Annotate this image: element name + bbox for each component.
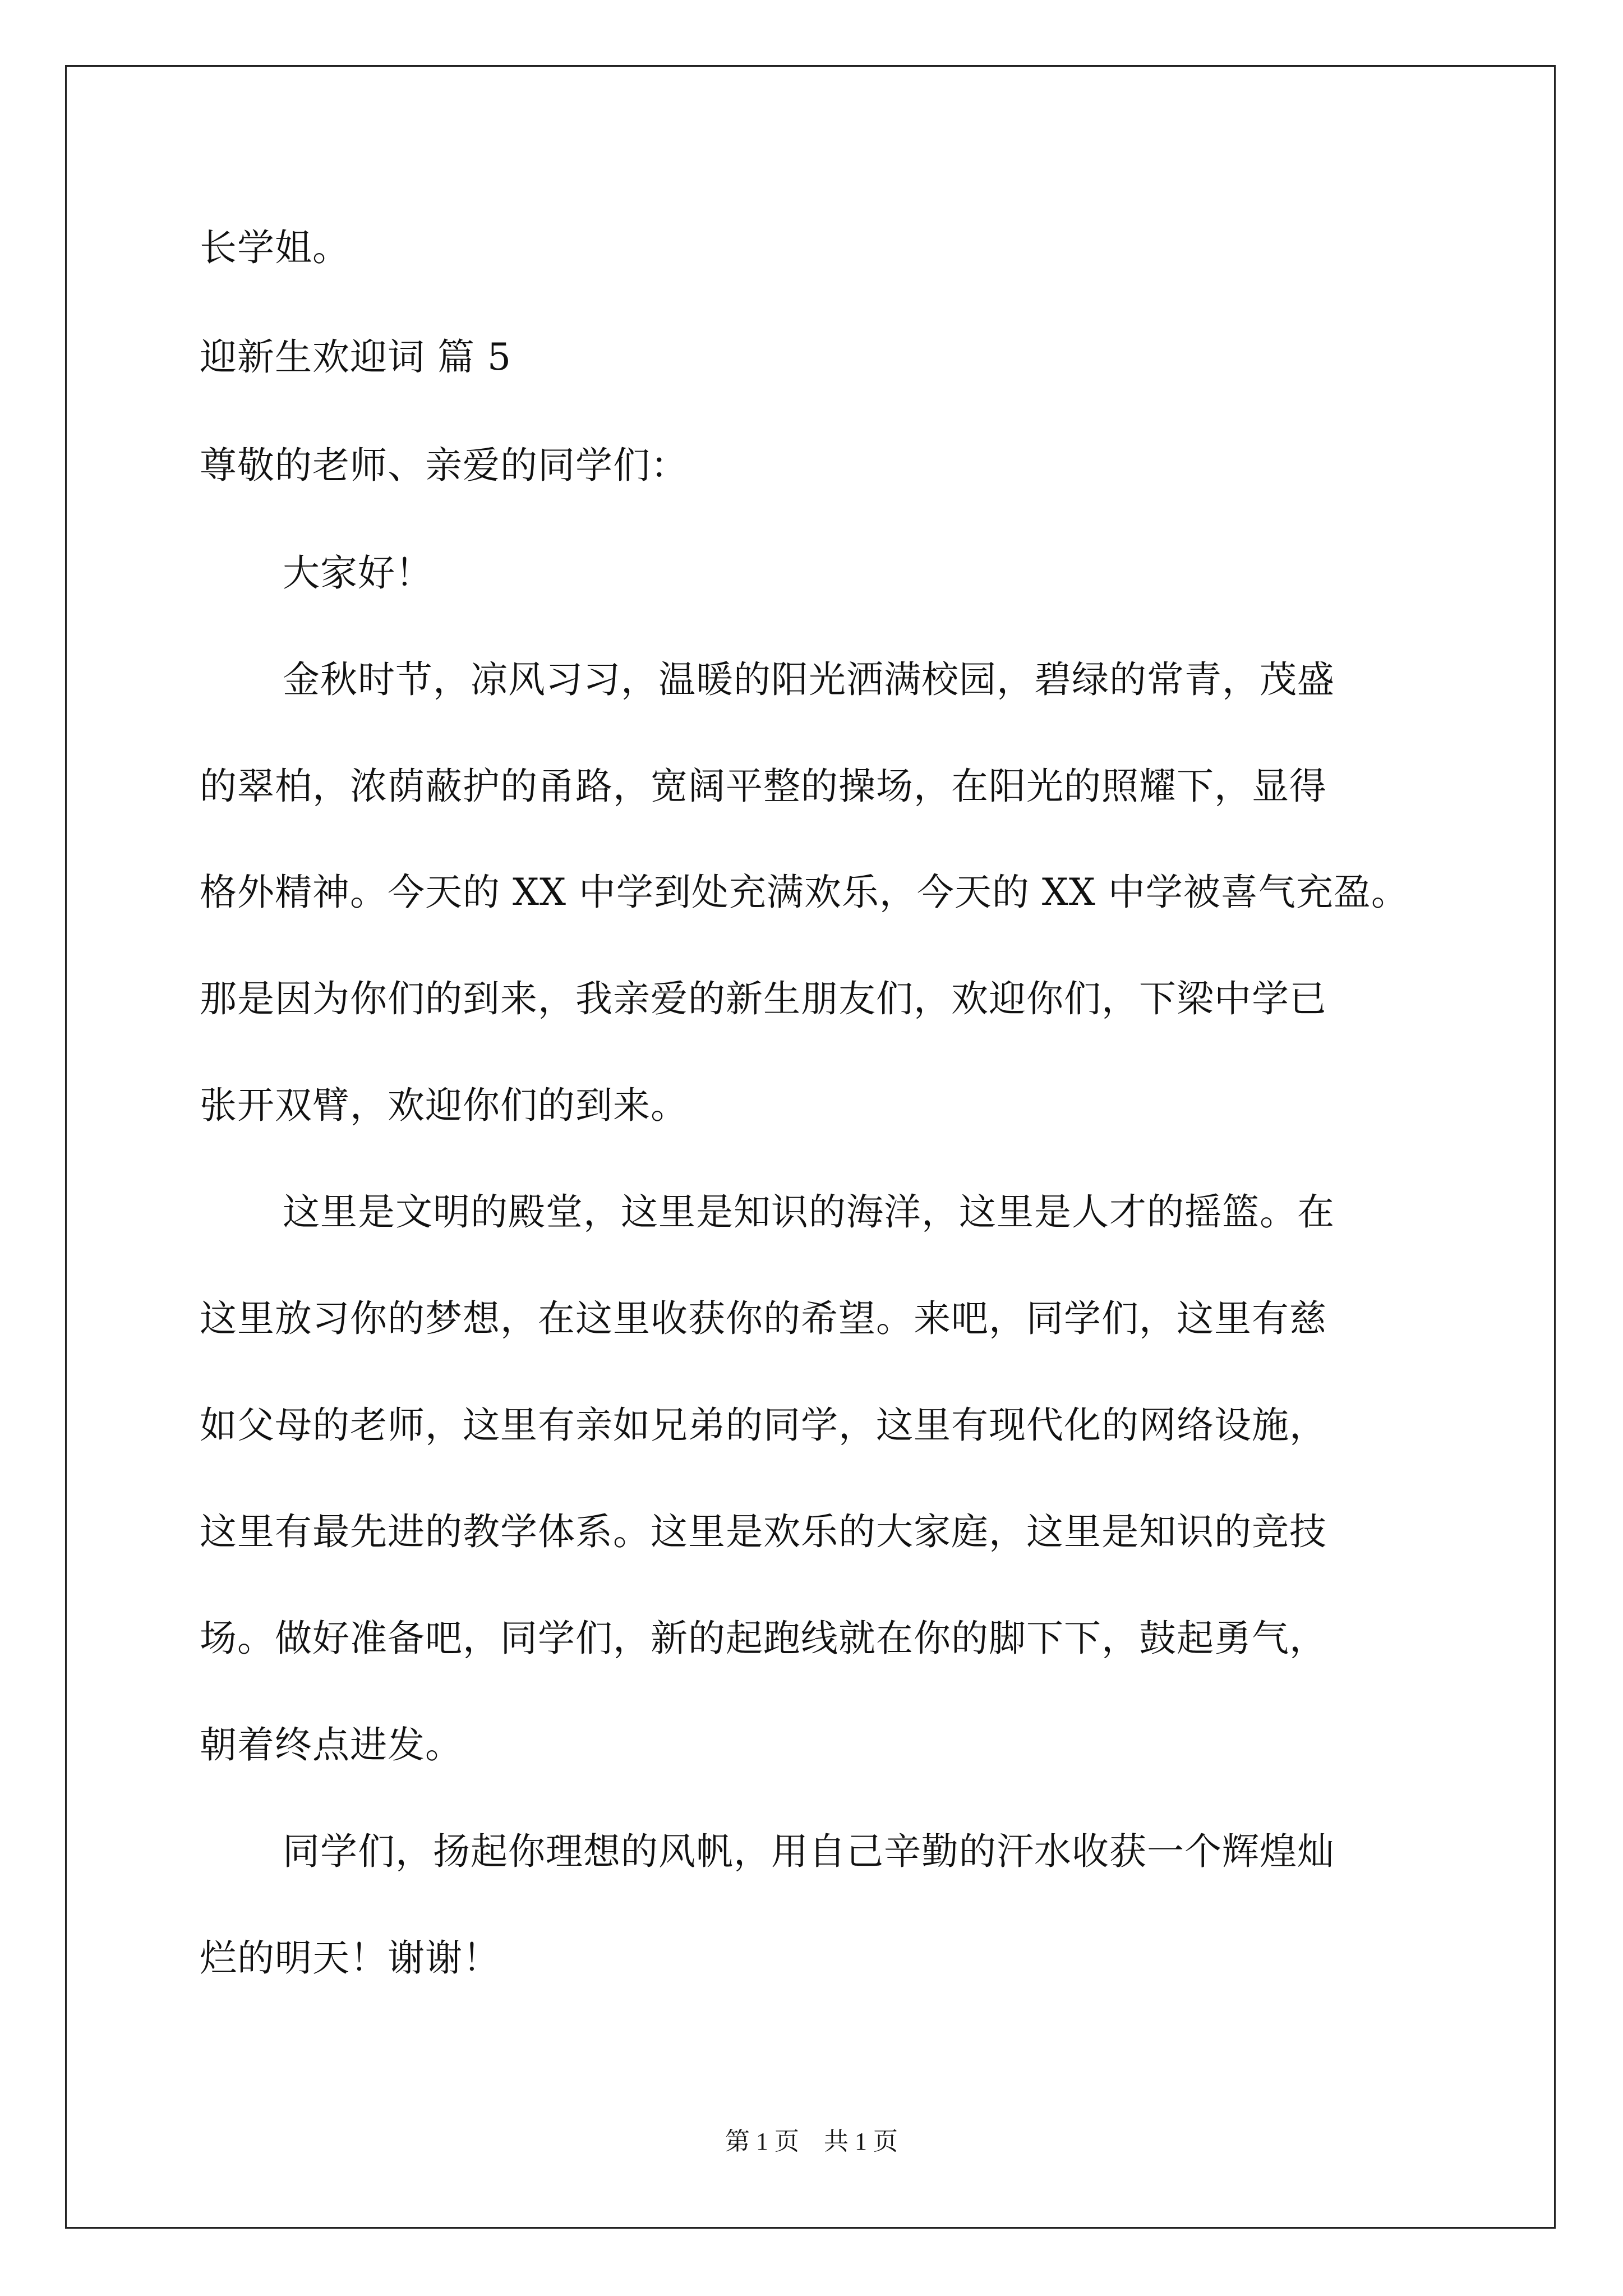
text-line: 同学们，扬起你理想的风帆，用自己辛勤的汗水收获一个辉煌灿	[283, 1830, 1335, 1873]
text-line: 长学姐。	[200, 226, 350, 269]
text-line: 这里有最先进的教学体系。这里是欢乐的大家庭，这里是知识的竞技	[200, 1510, 1327, 1553]
text-line: 朝着终点进发。	[200, 1723, 463, 1766]
section-heading: 迎新生欢迎词 篇 5	[200, 335, 511, 379]
text-line: 如父母的老师，这里有亲如兄弟的同学，这里有现代化的网络设施，	[200, 1404, 1327, 1447]
text-line: 烂的明天！谢谢！	[200, 1936, 500, 1980]
text-line: 的翠柏，浓荫蔽护的甬路，宽阔平整的操场，在阳光的照耀下，显得	[200, 765, 1327, 808]
page-border	[65, 65, 1556, 2229]
greeting: 大家好！	[283, 551, 433, 595]
salutation: 尊敬的老师、亲爱的同学们：	[200, 444, 688, 487]
text-line: 张开双臂，欢迎你们的到来。	[200, 1084, 688, 1127]
text-line: 这里放习你的梦想，在这里收获你的希望。来吧，同学们，这里有慈	[200, 1297, 1327, 1340]
text-line: 这里是文明的殿堂，这里是知识的海洋，这里是人才的摇篮。在	[283, 1190, 1335, 1234]
text-line: 金秋时节，凉风习习，温暖的阳光洒满校园，碧绿的常青，茂盛	[283, 658, 1335, 701]
text-line: 场。做好准备吧，同学们，新的起跑线就在你的脚下下，鼓起勇气，	[200, 1617, 1327, 1660]
text-line: 格外精神。今天的 XX 中学到处充满欢乐，今天的 XX 中学被喜气充盈。	[200, 871, 1409, 914]
text-line: 那是因为你们的到来，我亲爱的新生朋友们，欢迎你们，下梁中学已	[200, 977, 1327, 1020]
page-number: 第 1 页 共 1 页	[725, 2128, 898, 2155]
